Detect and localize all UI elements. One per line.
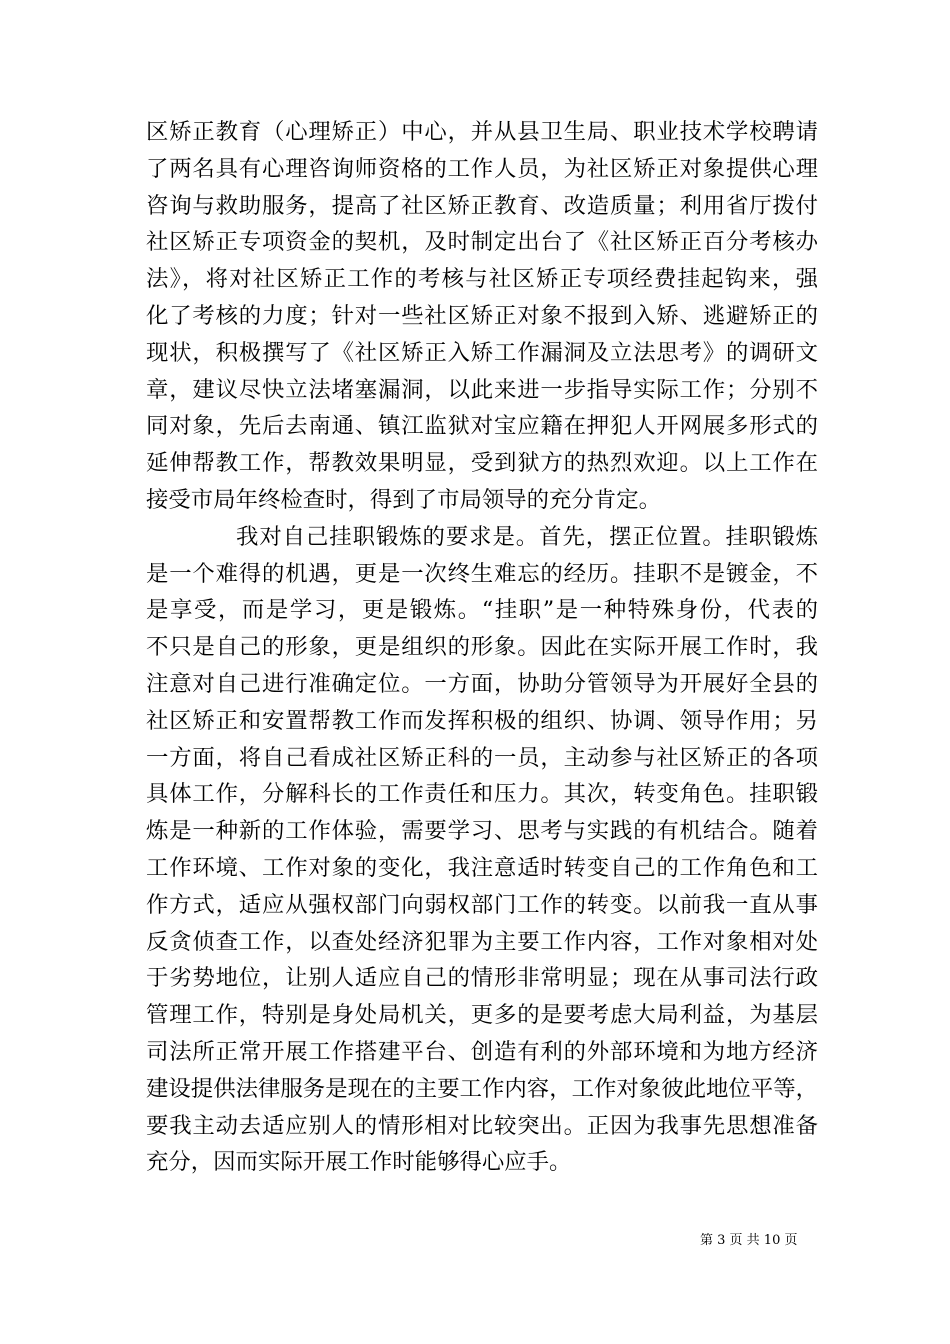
text-line: 社区矫正和安置帮教工作而发挥积极的组织、协调、领导作用；另: [146, 707, 818, 734]
text-line: 社区矫正专项资金的契机，及时制定出台了《社区矫正百分考核办: [146, 229, 818, 256]
text-line: 法》，将对社区矫正工作的考核与社区矫正专项经费挂起钩来，强: [146, 266, 818, 293]
text-line: 一方面，将自己看成社区矫正科的一员，主动参与社区矫正的各项: [146, 744, 818, 771]
text-line: 是享受，而是学习，更是锻炼。“挂职”是一种特殊身份，代表的: [146, 597, 818, 624]
text-line: 同对象，先后去南通、镇江监狱对宝应籍在押犯人开网展多形式的: [146, 413, 818, 440]
text-line: 注意对自己进行准确定位。一方面，协助分管领导为开展好全县的: [146, 670, 818, 697]
text-line: 建设提供法律服务是现在的主要工作内容，工作对象彼此地位平等，: [146, 1075, 818, 1102]
text-line: 接受市局年终检查时，得到了市局领导的充分肯定。: [146, 486, 661, 513]
paragraph-2: [146, 519, 818, 1181]
body-text: [146, 114, 818, 1181]
text-line: 章，建议尽快立法堵塞漏洞，以此来进一步指导实际工作；分别不: [146, 376, 818, 403]
text-line: 现状，积极撰写了《社区矫正入矫工作漏洞及立法思考》的调研文: [146, 339, 818, 366]
paragraph-1: [146, 114, 818, 519]
page-number-footer: 第 3 页 共 10 页: [700, 1233, 798, 1248]
text-line: 具体工作，分解科长的工作责任和压力。其次，转变角色。挂职锻: [146, 781, 818, 808]
text-line: 要我主动去适应别人的情形相对比较突出。正因为我事先思想准备: [146, 1112, 818, 1139]
text-line: 工作环境、工作对象的变化，我注意适时转变自己的工作角色和工: [146, 854, 818, 881]
text-line: 作方式，适应从强权部门向弱权部门工作的转变。以前我一直从事: [146, 891, 818, 918]
text-line: 化了考核的力度；针对一些社区矫正对象不报到入矫、逃避矫正的: [146, 302, 818, 329]
text-line: 管理工作，特别是身处局机关，更多的是要考虑大局利益，为基层: [146, 1002, 818, 1029]
text-line: 我对自己挂职锻炼的要求是。首先，摆正位置。挂职锻炼: [236, 523, 818, 550]
text-line: 充分，因而实际开展工作时能够得心应手。: [146, 1149, 572, 1176]
text-line: 区矫正教育（心理矫正）中心，并从县卫生局、职业技术学校聘请: [146, 119, 818, 145]
text-line: 咨询与救助服务，提高了社区矫正教育、改造质量；利用省厅拨付: [146, 192, 818, 219]
text-line: 了两名具有心理咨询师资格的工作人员，为社区矫正对象提供心理: [146, 155, 818, 182]
text-line: 于劣势地位，让别人适应自己的情形非常明显；现在从事司法行政: [146, 965, 818, 992]
text-line: 是一个难得的机遇，更是一次终生难忘的经历。挂职不是镀金，不: [146, 560, 818, 587]
text-line: 延伸帮教工作，帮教效果明显，受到狱方的热烈欢迎。以上工作在: [146, 450, 818, 477]
text-line: 不只是自己的形象，更是组织的形象。因此在实际开展工作时，我: [146, 634, 818, 661]
text-line: 炼是一种新的工作体验，需要学习、思考与实践的有机结合。随着: [146, 818, 818, 845]
text-line: 反贪侦查工作，以查处经济犯罪为主要工作内容，工作对象相对处: [146, 928, 818, 955]
text-line: 司法所正常开展工作搭建平台、创造有利的外部环境和为地方经济: [146, 1038, 818, 1065]
